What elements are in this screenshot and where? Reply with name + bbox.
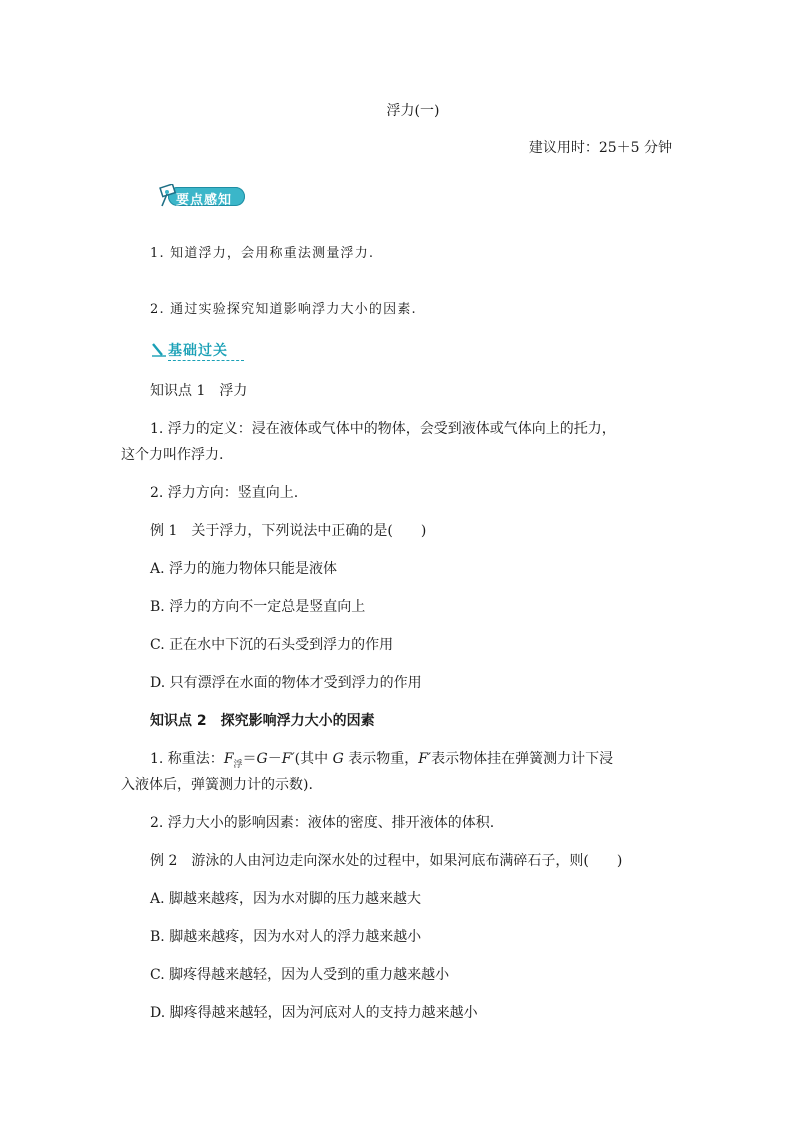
kp2-method-line1 — [150, 748, 613, 770]
example-1-option-c: C. 正在水中下沉的石头受到浮力的作用 — [150, 637, 394, 653]
kp1-definition-line1: 1. 浮力的定义：浸在液体或气体中的物体，会受到液体或气体向上的托力， — [150, 421, 616, 437]
example-1-question: 例 1 关于浮力，下列说法中正确的是( ) — [150, 523, 427, 539]
example-2-option-c: C. 脚疼得越来越轻，因为人受到的重力越来越小 — [150, 967, 450, 983]
suggested-time: 建议用时：25＋5 分钟 — [528, 140, 672, 156]
method-text-3: 表示物体挂在弹簧测力计下浸 — [431, 751, 614, 767]
kp2-method-line2: 入液体后，弹簧测力计的示数). — [121, 777, 313, 793]
minus-sign: － — [267, 751, 282, 767]
method-text-2: 表示物重， — [343, 751, 419, 767]
var-f-prime-2: F′ — [418, 751, 432, 767]
kp1-definition-line2: 这个力叫作浮力. — [121, 447, 224, 463]
example-1-option-b: B. 浮力的方向不一定总是竖直向上 — [150, 599, 366, 615]
page-title: 浮力(一) — [386, 103, 440, 119]
kp1-direction: 2. 浮力方向：竖直向上. — [150, 485, 299, 501]
point-item-1: 1. 知道浮力，会用称重法测量浮力. — [150, 246, 375, 261]
var-g: G — [256, 751, 268, 767]
example-1-option-a: A. 浮力的施力物体只能是液体 — [150, 561, 338, 577]
pushpin-icon — [158, 184, 178, 208]
badge-label: 要点感知 — [176, 193, 233, 208]
example-2-option-b: B. 脚越来越疼，因为水对人的浮力越来越小 — [150, 929, 422, 945]
basic-section-label: 基础过关 — [168, 343, 228, 359]
kp2-factors: 2. 浮力大小的影响因素：液体的密度、排开液体的体积. — [150, 815, 495, 831]
example-2-question: 例 2 游泳的人由河边走向深水处的过程中，如果河底布满碎石子，则( ) — [150, 853, 623, 869]
example-2-option-d: D. 脚疼得越来越轻，因为河底对人的支持力越来越小 — [150, 1005, 478, 1021]
dashed-underline — [168, 360, 244, 361]
var-f: F — [223, 751, 234, 767]
var-g-2: G — [332, 751, 344, 767]
example-2-option-a: A. 脚越来越疼，因为水对脚的压力越来越大 — [150, 891, 422, 907]
method-text-1: (其中 — [294, 751, 333, 767]
pencil-icon — [150, 342, 168, 358]
subscript-buoyant: 浮 — [233, 759, 243, 770]
var-f-prime: F′ — [281, 751, 295, 767]
equals-sign: ＝ — [242, 751, 257, 767]
method-prefix: 1. 称重法： — [150, 751, 224, 767]
kp2-title: 知识点 2 探究影响浮力大小的因素 — [150, 713, 375, 729]
kp1-title: 知识点 1 浮力 — [150, 383, 248, 399]
key-points-badge — [158, 184, 246, 208]
point-item-2: 2. 通过实验探究知道影响浮力大小的因素. — [150, 302, 417, 317]
example-1-option-d: D. 只有漂浮在水面的物体才受到浮力的作用 — [150, 675, 422, 691]
